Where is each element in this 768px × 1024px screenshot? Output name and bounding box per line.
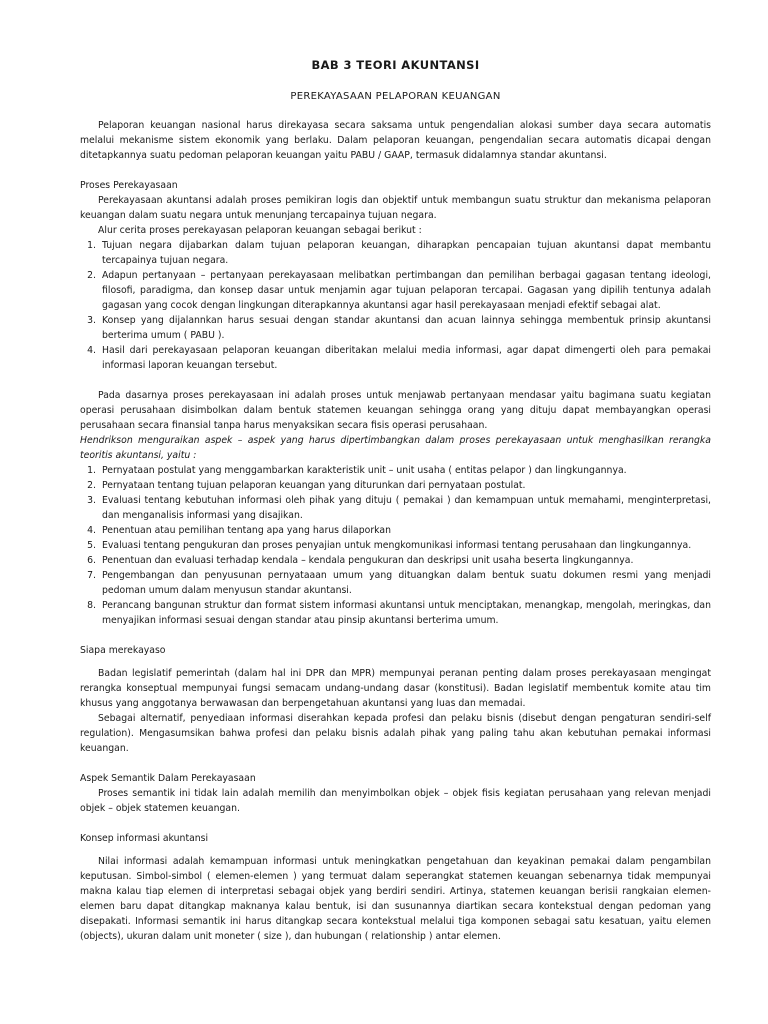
list-item: 2. Adapun pertanyaan – pertanyaan perekayasaan melibatkan pertimbangan dan pemilihan berbagai gagasan tentang ideologi, filosofi, paradigma, dan konsep dasar untuk menjamin agar tujuan pelaporan tercapai. Gagasan yang dipilih tentunya adalah gagasan yang cocok dengan lingkungan diterapkannya akuntansi agar hasil perekayasaan menjadi efektif sebagai alat. — [87, 270, 711, 311]
italic-paragraph: Hendrikson menguraikan aspek – aspek yang harus dipertimbangkan dalam proses perekayasaan untuk menghasilkan rerangka teoritis akuntansi, yaitu : — [80, 435, 711, 461]
paragraph: Sebagai alternatif, penyediaan informasi diserahkan kepada profesi dan pelaku bisnis (disebut dengan pengaturan sendiri-self regulation). Mengasumsikan bahwa profesi dan pelaku bisnis adalah pihak yang paling tahu akan kebutuhan pemakai informasi keuangan. — [80, 713, 711, 754]
paragraph: Alur cerita proses perekayasan pelaporan keuangan sebagai berikut : — [98, 225, 422, 236]
paragraph: Perekayasaan akuntansi adalah proses pemikiran logis dan objektif untuk membangun suatu struktur dan mekanisma pelaporan keuangan dalam suatu negara untuk menunjang tercapainya tujuan negara. — [80, 195, 711, 221]
page-subtitle: PEREKAYASAAN PELAPORAN KEUANGAN — [290, 91, 501, 102]
page-title: BAB 3 TEORI AKUNTANSI — [311, 58, 480, 72]
paragraph: Proses semantik ini tidak lain adalah memilih dan menyimbolkan objek – objek fisis kegiatan perusahaan yang relevan menjadi objek – objek statemen keuangan. — [80, 788, 711, 814]
list-item: 4. Hasil dari perekayasaan pelaporan keuangan diberitakan melalui media informasi, agar dapat dimengerti oleh para pemakai informasi laporan keuangan tersebut. — [87, 345, 711, 371]
numbered-list-aspek — [80, 463, 711, 628]
section-heading-siapa: Siapa merekayaso — [80, 645, 166, 656]
numbered-list-alur — [80, 238, 711, 373]
list-item: 2. Pernyataan tentang tujuan pelaporan keuangan yang diturunkan dari pernyataan postulat. — [87, 480, 526, 491]
list-item: 6. Penentuan dan evaluasi terhadap kendala – kendala pengukuran dan deskripsi unit usaha beserta lingkungannya. — [87, 555, 634, 566]
list-item: 4. Penentuan atau pemilihan tentang apa yang harus dilaporkan — [87, 525, 391, 536]
paragraph: Pada dasarnya proses perekayasaan ini adalah proses untuk menjawab pertanyaan mendasar yaitu bagimana suatu kegiatan operasi perusahaan disimbolkan dalam bentuk statemen keuangan sehingga orang yang dituju dapat membayangkan operasi perusahaan secara finansial tanpa harus menyaksikan secara fisis operasi perusahaan. — [80, 390, 711, 431]
list-item: 3. Evaluasi tentang kebutuhan informasi oleh pihak yang dituju ( pemakai ) dan kemampuan untuk memahami, menginterpretasi, dan menganalisis informasi yang disajikan. — [87, 495, 711, 521]
paragraph: Nilai informasi adalah kemampuan informasi untuk meningkatkan pengetahuan dan keyakinan pemakai dalam pengambilan keputusan. Simbol-simbol ( elemen-elemen ) yang termuat dalam seperangkat statemen keuangan sebenarnya tidak mempunyai makna kalau tiap elemen di interpretasi sebagai objek yang berdiri sendiri. Artinya, statemen keuangan berisii rangkaian elemen-elemen baru dapat ditangkap maknanya kalau bentuk, isi dan susunannya diartikan secara kontekstual dengan pedoman yang disepakati. Informasi semantik ini harus ditangkap secara kontekstual melalui tiga komponen sebagai satu kesatuan, yaitu elemen (objects), ukuran dalam unit moneter ( size ), dan hubungan ( relationship ) antar elemen. — [80, 856, 711, 942]
list-item: 1. Tujuan negara dijabarkan dalam tujuan pelaporan keuangan, diharapkan pencapaian tujuan akuntansi dapat membantu tercapainya tujuan negara. — [87, 240, 711, 266]
list-item: 3. Konsep yang dijalannkan harus sesuai dengan standar akuntansi dan acuan lainnya sehingga membentuk prinsip akuntansi berterima umum ( PABU ). — [87, 315, 711, 341]
list-item: 1. Pernyataan postulat yang menggambarkan karakteristik unit – unit usaha ( entitas pelapor ) dan lingkungannya. — [87, 465, 627, 476]
list-item: 5. Evaluasi tentang pengukuran dan proses penyajian untuk mengkomunikasi informasi tentang perusahaan dan lingkungannya. — [87, 540, 692, 551]
list-item: 8. Perancang bangunan struktur dan format sistem informasi akuntansi untuk menciptakan, menangkap, mengolah, meringkas, dan menyajikan informasi sesuai dengan standar atau pinsip akuntansi berterima umum. — [87, 600, 711, 626]
section-heading-semantik: Aspek Semantik Dalam Perekayasaan — [80, 773, 256, 784]
intro-paragraph: Pelaporan keuangan nasional harus direkayasa secara saksama untuk pengendalian alokasi sumber daya secara automatis melalui mekanisme sistem ekonomik yang berlaku. Dalam pelaporan keuangan, pengendalian secara automatis dicapai dengan ditetapkannya suatu pedoman pelaporan keuangan yaitu PABU / GAAP, termasuk didalamnya standar akuntansi. — [80, 120, 711, 161]
paragraph: Badan legislatif pemerintah (dalam hal ini DPR dan MPR) mempunyai peranan penting dalam proses perekayasaan mengingat rerangka konseptual mempunyai fungsi semacam undang-undang dasar (konstitusi). Badan legislatif membentuk komite atau tim khusus yang anggotanya berwawasan dan berpengetahuan akuntansi yang luas dan memadai. — [80, 668, 711, 709]
list-item: 7. Pengembangan dan penyusunan pernyataaan umum yang dituangkan dalam bentuk suatu dokumen resmi yang menjadi pedoman umum dalam menyusun standar akuntansi. — [87, 570, 711, 596]
section-heading-proses: Proses Perekayasaan — [80, 180, 178, 191]
section-heading-konsep: Konsep informasi akuntansi — [80, 833, 209, 844]
